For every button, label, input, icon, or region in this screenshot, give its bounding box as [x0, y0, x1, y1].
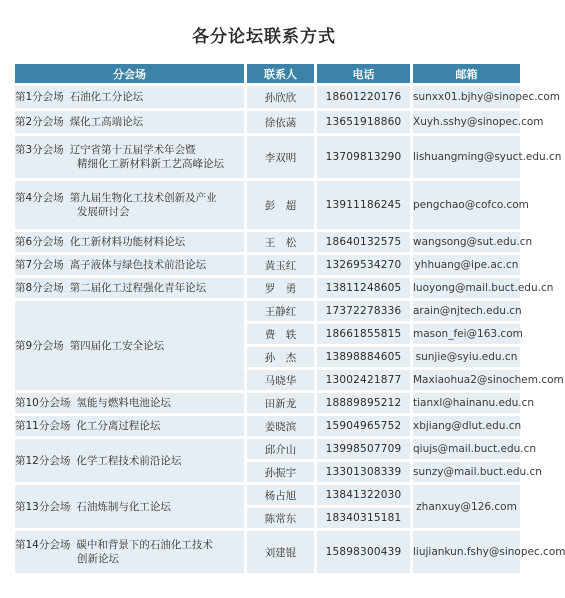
header-forum: 分会场 — [15, 64, 244, 83]
table-row — [15, 485, 520, 505]
contact-person: 田新龙 — [247, 393, 314, 413]
forum-cell — [15, 393, 244, 413]
contact-person: 姜晓滨 — [247, 416, 314, 436]
email-address[interactable]: xbjiang@dlut.edu.cn — [413, 416, 520, 436]
session-label: 第13分会场 — [15, 500, 71, 513]
email-address[interactable]: zhanxuy@126.com — [413, 485, 520, 528]
forum-cell — [15, 232, 244, 252]
email-address[interactable]: Xuyh.sshy@sinopec.com — [413, 111, 520, 133]
contact-person: 彭 超 — [247, 181, 314, 229]
contact-table — [12, 61, 565, 576]
email-address[interactable]: sunxx01.bjhy@sinopec.com — [413, 86, 520, 108]
table-row — [15, 301, 520, 321]
forum-name: 化工分离过程论坛 — [76, 420, 161, 432]
forum-cell — [15, 278, 244, 298]
forum-name: 石油化工分论坛 — [69, 91, 144, 103]
contact-person: 王静红 — [247, 301, 314, 321]
contact-person: 孙欣欣 — [247, 86, 314, 108]
forum-cell — [15, 255, 244, 275]
table-header-row — [15, 64, 520, 83]
contact-person: 黄玉红 — [247, 255, 314, 275]
forum-cell — [15, 136, 244, 178]
phone-number: 13811248605 — [317, 278, 410, 298]
contact-person: 邱介山 — [247, 439, 314, 459]
forum-name: 氢能与燃料电池论坛 — [76, 397, 171, 409]
forum-name: 碳中和背景下的石油化工技术 — [76, 539, 213, 551]
table-row — [15, 255, 520, 275]
session-label: 第12分会场 — [15, 454, 71, 467]
forum-name: 第四届化工安全论坛 — [69, 339, 165, 352]
forum-name: 煤化工高端论坛 — [69, 116, 144, 128]
phone-number: 13998507709 — [317, 439, 410, 459]
phone-number: 17372278336 — [317, 301, 410, 321]
table-row — [15, 181, 520, 229]
phone-number: 13898884605 — [317, 347, 410, 367]
phone-number: 15898300439 — [317, 531, 410, 573]
phone-number: 13002421877 — [317, 370, 410, 390]
email-address[interactable]: qiujs@mail.buct.edu.cn — [413, 439, 520, 459]
header-phone: 电话 — [317, 64, 410, 83]
phone-number: 13841322030 — [317, 485, 410, 505]
forum-cell — [15, 439, 244, 482]
forum-name: 化学工程技术前沿论坛 — [76, 454, 182, 467]
table-row — [15, 136, 520, 178]
phone-number: 13301308339 — [317, 462, 410, 482]
email-address[interactable]: tianxl@hainanu.edu.cn — [413, 393, 520, 413]
session-label: 第2分会场 — [15, 116, 64, 128]
forum-name: 石油炼制与化工论坛 — [76, 500, 171, 513]
email-address[interactable]: lishuangming@syuct.edu.cn — [413, 136, 520, 178]
session-label: 第9分会场 — [15, 339, 64, 352]
contact-person: 李双明 — [247, 136, 314, 178]
email-address[interactable]: arain@njtech.edu.cn — [413, 301, 520, 321]
table-row — [15, 86, 520, 108]
contact-person: 杨占旭 — [247, 485, 314, 505]
email-address[interactable]: pengchao@cofco.com — [413, 181, 520, 229]
forum-cell — [15, 416, 244, 436]
phone-number: 13651918860 — [317, 111, 410, 133]
email-address[interactable]: wangsong@sut.edu.cn — [413, 232, 520, 252]
table-row — [15, 278, 520, 298]
phone-number: 15904965752 — [317, 416, 410, 436]
contact-person: 罗 勇 — [247, 278, 314, 298]
table-row — [15, 393, 520, 413]
forum-name-line2: 精细化工新材料新工艺高峰论坛 — [77, 158, 224, 170]
phone-number: 18340315181 — [317, 508, 410, 528]
email-address[interactable]: sunzy@mail.buct.edu.cn — [413, 462, 520, 482]
forum-cell — [15, 86, 244, 108]
phone-number: 18601220176 — [317, 86, 410, 108]
email-address[interactable]: yhhuang@ipe.ac.cn — [413, 255, 520, 275]
contact-person: 徐依菡 — [247, 111, 314, 133]
contact-person: 孙振宇 — [247, 462, 314, 482]
forum-name: 第九届生物化工技术创新及产业 — [69, 192, 217, 204]
phone-number: 18889895212 — [317, 393, 410, 413]
forum-name-line2: 创新论坛 — [77, 553, 119, 565]
contact-person: 陈常东 — [247, 508, 314, 528]
contact-person: 刘建锟 — [247, 531, 314, 573]
email-address[interactable]: Maxiaohua2@sinochem.com — [413, 370, 520, 390]
table-row — [15, 439, 520, 459]
contact-person: 马晓华 — [247, 370, 314, 390]
phone-number: 18661855815 — [317, 324, 410, 344]
forum-name: 辽宁省第十五届学术年会暨 — [69, 144, 196, 156]
forum-name-line2: 发展研讨会 — [77, 206, 130, 218]
contact-person: 孙 杰 — [247, 347, 314, 367]
email-address[interactable]: liujiankun.fshy@sinopec.com — [413, 531, 520, 573]
forum-cell — [15, 531, 244, 573]
phone-number: 18640132575 — [317, 232, 410, 252]
phone-number: 13269534270 — [317, 255, 410, 275]
session-label: 第8分会场 — [15, 282, 64, 294]
session-label: 第1分会场 — [15, 91, 64, 103]
forum-cell — [15, 301, 244, 390]
session-label: 第4分会场 — [15, 192, 64, 204]
contact-person: 费 轶 — [247, 324, 314, 344]
table-row — [15, 111, 520, 133]
forum-name: 离子液体与绿色技术前沿论坛 — [69, 259, 207, 271]
email-address[interactable]: mason_fei@163.com — [413, 324, 520, 344]
header-email: 邮箱 — [413, 64, 520, 83]
forum-cell — [15, 485, 244, 528]
phone-number: 13911186245 — [317, 181, 410, 229]
forum-name: 化工新材料功能材料论坛 — [69, 236, 186, 248]
email-address[interactable]: luoyong@mail.buct.edu.cn — [413, 278, 520, 298]
session-label: 第10分会场 — [15, 397, 71, 409]
phone-number: 13709813290 — [317, 136, 410, 178]
session-label: 第11分会场 — [15, 420, 71, 432]
table-row — [15, 416, 520, 436]
forum-name: 第二届化工过程强化青年论坛 — [69, 282, 207, 294]
session-label: 第14分会场 — [15, 539, 71, 551]
header-contact: 联系人 — [247, 64, 314, 83]
contact-person: 王 松 — [247, 232, 314, 252]
table-row — [15, 531, 520, 573]
table-row — [15, 232, 520, 252]
email-address[interactable]: sunjie@syiu.edu.cn — [413, 347, 520, 367]
session-label: 第6分会场 — [15, 236, 64, 248]
session-label: 第3分会场 — [15, 144, 64, 156]
session-label: 第7分会场 — [15, 259, 64, 271]
page-title: 各分论坛联系方式 — [192, 27, 336, 47]
forum-cell — [15, 111, 244, 133]
forum-cell — [15, 181, 244, 229]
